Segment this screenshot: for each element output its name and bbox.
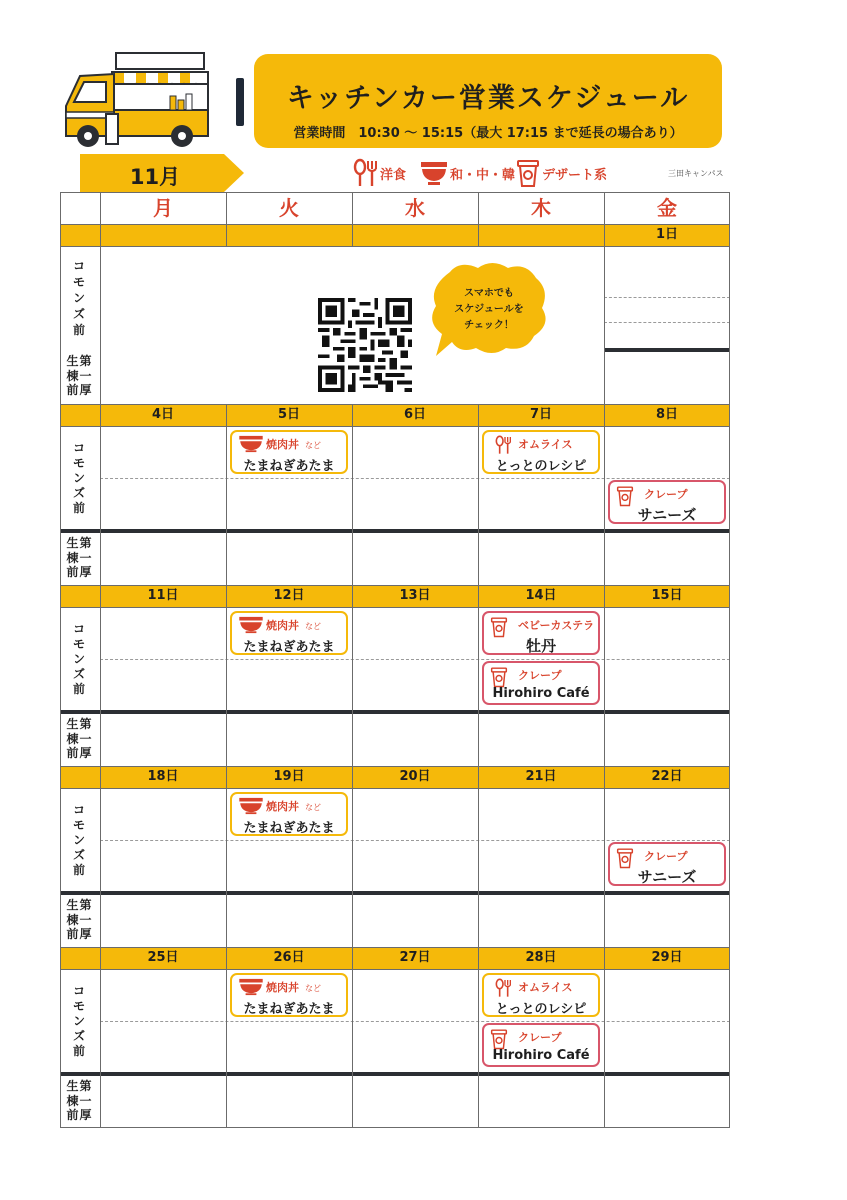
row-label-commons: コ モ ン ズ 前 — [72, 621, 85, 696]
bubble-line: チェック！ — [464, 320, 514, 331]
event-shop: 牡丹 — [525, 637, 556, 655]
grid-line — [60, 969, 730, 970]
grid-line — [478, 192, 479, 247]
spoon-fork-icon — [490, 978, 516, 998]
event-shop: たまねぎあたま — [243, 640, 335, 655]
event-shop: たまねぎあたま — [243, 459, 335, 474]
bubble-line: スケジュールを — [454, 304, 524, 315]
slot-divider — [100, 1021, 730, 1022]
date-label: 11日 — [147, 588, 179, 603]
section-separator — [60, 710, 730, 714]
kitchen-car-illustration — [58, 50, 218, 150]
event-card[interactable] — [482, 611, 600, 655]
date-label: 26日 — [273, 950, 305, 965]
event-category: 焼肉丼 など — [266, 438, 321, 451]
grid-line — [226, 404, 227, 1128]
grid-line — [352, 404, 353, 1128]
weekday-wed: 水 — [405, 196, 425, 220]
event-card[interactable] — [482, 1023, 600, 1067]
bubble-text — [430, 286, 548, 334]
event-category: オムライス — [518, 981, 573, 994]
date-label: 8日 — [655, 407, 679, 422]
date-label: 28日 — [525, 950, 557, 965]
weekday-fri: 金 — [657, 196, 677, 220]
cup-icon — [516, 158, 540, 188]
date-label: 19日 — [273, 769, 305, 784]
row-label-building: 第 一 厚 生 棟 前 — [66, 717, 92, 761]
row-label-building: 第 一 厚 生 棟 前 — [66, 354, 92, 398]
event-card[interactable] — [230, 430, 348, 474]
row-label-building: 第 一 厚 生 棟 前 — [66, 536, 92, 580]
event-shop: とっとのレシピ — [495, 459, 587, 474]
row-label-building: 第 一 厚 生 棟 前 — [66, 898, 92, 942]
bubble-line: スマホでも — [464, 288, 514, 299]
event-card[interactable] — [230, 611, 348, 655]
spoon-fork-icon — [490, 435, 516, 455]
event-card[interactable] — [482, 430, 600, 474]
event-shop: とっとのレシピ — [495, 1002, 587, 1017]
bowl-icon — [420, 158, 448, 188]
legend-label: 洋食 — [380, 167, 407, 183]
slot-divider — [100, 659, 730, 660]
date-label: 22日 — [651, 769, 683, 784]
legend-dessert — [516, 156, 607, 190]
schedule-grid — [60, 192, 730, 1128]
business-hours: 営業時間 10:30 ～ 15:15（最大 17:15 まで延長の場合あり） — [293, 126, 683, 141]
grid-line — [60, 788, 730, 789]
date-label: 1日 — [655, 227, 679, 242]
date-label: 4日 — [151, 407, 175, 422]
row-label-commons: コ モ ン ズ 前 — [72, 258, 85, 337]
event-shop: Hirohiro Café — [492, 1048, 590, 1063]
date-label: 7日 — [529, 407, 553, 422]
slot-divider — [100, 840, 730, 841]
weekday-thu: 木 — [531, 196, 551, 220]
event-category: 焼肉丼 など — [266, 619, 321, 632]
cup-icon — [490, 1028, 508, 1050]
row-label-building: 第 一 厚 生 棟 前 — [66, 1079, 92, 1123]
slot-divider — [100, 478, 730, 479]
date-label: 18日 — [147, 769, 179, 784]
date-label: 6日 — [403, 407, 427, 422]
section-separator — [60, 1072, 730, 1076]
weekday-tue: 火 — [279, 196, 299, 220]
date-label: 27日 — [399, 950, 431, 965]
event-category: クレープ — [518, 669, 562, 682]
event-card[interactable] — [482, 661, 600, 705]
grid-line — [100, 192, 101, 1128]
event-shop: たまねぎあたま — [243, 821, 335, 836]
legend-label: 和・中・韓 — [450, 167, 516, 183]
slot-divider — [604, 322, 730, 323]
row-label-commons: コ モ ン ズ 前 — [72, 802, 85, 877]
header-divider — [236, 78, 244, 126]
grid-line — [60, 246, 730, 247]
grid-line — [60, 947, 730, 948]
grid-line — [478, 404, 479, 1128]
date-label: 25日 — [147, 950, 179, 965]
event-card[interactable] — [230, 973, 348, 1017]
event-category: クレープ — [644, 488, 688, 501]
grid-line — [352, 192, 353, 247]
section-separator — [60, 891, 730, 895]
event-card[interactable] — [230, 792, 348, 836]
title-banner — [254, 54, 722, 148]
month-tag — [80, 154, 244, 192]
bowl-icon — [238, 978, 264, 996]
event-card[interactable] — [608, 842, 726, 886]
date-label: 14日 — [525, 588, 557, 603]
grid-line — [60, 192, 730, 193]
event-category: 焼肉丼 など — [266, 800, 321, 813]
weekday-mon: 月 — [153, 196, 173, 220]
bowl-icon — [238, 797, 264, 815]
event-category: 焼肉丼 など — [266, 981, 321, 994]
grid-line — [60, 607, 730, 608]
grid-line — [60, 224, 730, 225]
grid-line — [226, 192, 227, 247]
grid-line — [60, 426, 730, 427]
event-shop: サニーズ — [637, 868, 697, 886]
date-label: 15日 — [651, 588, 683, 603]
cup-icon — [490, 666, 508, 688]
grid-line — [729, 192, 730, 1128]
date-label: 5日 — [277, 407, 301, 422]
row-label-commons: コ モ ン ズ 前 — [72, 440, 85, 515]
event-shop: たまねぎあたま — [243, 1002, 335, 1017]
date-label: 12日 — [273, 588, 305, 603]
qr-code[interactable] — [318, 298, 412, 392]
event-category: オムライス — [518, 438, 573, 451]
event-card[interactable] — [482, 973, 600, 1017]
event-shop: サニーズ — [637, 506, 697, 524]
grid-line — [60, 585, 730, 586]
grid-line — [60, 404, 730, 405]
spoon-fork-icon — [352, 158, 378, 188]
bowl-icon — [238, 435, 264, 453]
section-separator — [60, 529, 730, 533]
event-category: ベビーカステラ — [518, 619, 595, 632]
bowl-icon — [238, 616, 264, 634]
legend-asian — [420, 156, 515, 190]
grid-line — [60, 766, 730, 767]
date-label: 20日 — [399, 769, 431, 784]
month-label: 11月 — [129, 165, 181, 189]
event-category: クレープ — [518, 1031, 562, 1044]
legend-western — [352, 156, 406, 190]
grid-line — [60, 1127, 730, 1128]
slot-divider — [604, 297, 730, 298]
legend-label: デザート系 — [542, 167, 608, 183]
section-separator — [604, 348, 730, 352]
page-title: キッチンカー営業スケジュール — [286, 83, 690, 114]
grid-line — [604, 192, 605, 1128]
event-shop: Hirohiro Café — [492, 686, 590, 701]
row-label-commons: コ モ ン ズ 前 — [72, 983, 85, 1058]
event-category: クレープ — [644, 850, 688, 863]
event-card[interactable] — [608, 480, 726, 524]
date-label: 29日 — [651, 950, 683, 965]
date-label: 13日 — [399, 588, 431, 603]
date-label: 21日 — [525, 769, 557, 784]
campus-label: 三田キャンパス — [668, 169, 724, 178]
